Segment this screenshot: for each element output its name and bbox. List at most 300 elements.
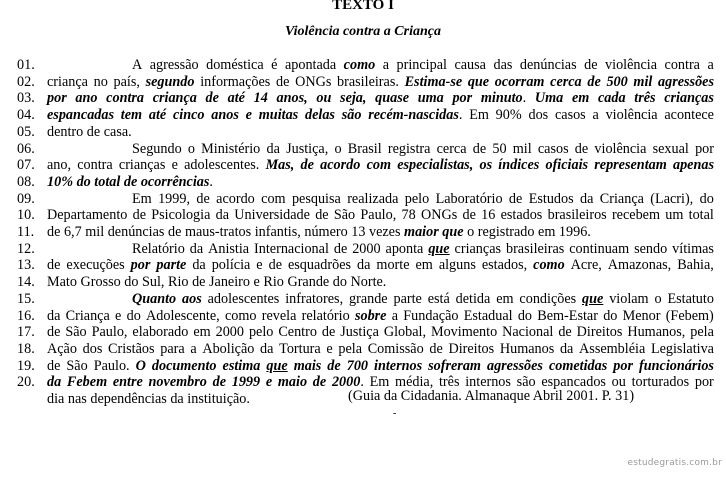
plain-text: e bbox=[115, 307, 122, 324]
word bbox=[502, 324, 553, 341]
word bbox=[193, 324, 210, 341]
word bbox=[294, 358, 322, 375]
word bbox=[206, 57, 264, 74]
plain-text: de bbox=[462, 207, 476, 224]
plain-text: Movimento bbox=[430, 324, 498, 341]
plain-text: do bbox=[603, 307, 618, 324]
emphasis-text: da bbox=[47, 374, 62, 391]
emphasis-text: especialistas, bbox=[397, 157, 474, 174]
text-title: TEXTO I bbox=[332, 0, 394, 13]
emphasis-text: como bbox=[343, 57, 376, 73]
text-line bbox=[47, 291, 714, 308]
plain-text: registra bbox=[387, 140, 431, 157]
emphasis-text: minuto bbox=[480, 90, 523, 107]
emphasis-text: 500 bbox=[606, 73, 628, 90]
word bbox=[606, 74, 627, 91]
plain-text: do bbox=[699, 190, 714, 207]
word bbox=[344, 57, 376, 74]
plain-text: sendo bbox=[634, 240, 668, 257]
word bbox=[347, 358, 368, 375]
line-number: 06. bbox=[17, 140, 35, 157]
word bbox=[464, 308, 513, 325]
plain-text: informações bbox=[200, 73, 271, 90]
word bbox=[246, 107, 252, 124]
word bbox=[506, 241, 564, 258]
plain-text: dos bbox=[82, 340, 103, 357]
text-line bbox=[47, 308, 714, 325]
emphasis-text: índices bbox=[498, 157, 540, 174]
plain-text: pelo bbox=[404, 190, 430, 207]
word bbox=[316, 90, 331, 107]
word bbox=[513, 141, 532, 158]
plain-text: o bbox=[654, 290, 662, 307]
emphasis-text: por bbox=[130, 257, 151, 274]
text-line bbox=[47, 324, 714, 341]
word bbox=[216, 191, 255, 208]
plain-text: de bbox=[47, 324, 61, 341]
word bbox=[634, 241, 667, 258]
word bbox=[462, 207, 475, 224]
word bbox=[579, 341, 645, 358]
word bbox=[326, 341, 332, 358]
word bbox=[279, 341, 321, 358]
line-number: 04. bbox=[17, 107, 35, 124]
word bbox=[146, 308, 220, 325]
word bbox=[66, 308, 110, 325]
plain-text: Bahia, bbox=[677, 257, 714, 274]
emphasis-text: agressões bbox=[658, 73, 714, 90]
word bbox=[47, 157, 71, 174]
plain-text: pelo bbox=[248, 324, 274, 341]
plain-text: a bbox=[592, 107, 599, 124]
line-number: 08. bbox=[17, 173, 35, 190]
word bbox=[455, 241, 501, 258]
plain-text: violência bbox=[594, 140, 647, 157]
word bbox=[664, 107, 714, 124]
word bbox=[397, 57, 447, 74]
word bbox=[550, 74, 582, 91]
plain-text: e bbox=[171, 157, 178, 174]
plain-text: 50 bbox=[492, 140, 507, 157]
plain-text: 13 bbox=[351, 224, 366, 240]
word bbox=[535, 90, 563, 107]
word bbox=[337, 74, 399, 91]
word bbox=[456, 291, 491, 308]
plain-text: Paulo. bbox=[93, 357, 130, 374]
word bbox=[695, 141, 714, 158]
emphasis-text: representam bbox=[594, 157, 667, 174]
footer-mark: - bbox=[393, 408, 397, 419]
word bbox=[192, 274, 209, 291]
emphasis-text: O bbox=[135, 357, 146, 374]
word bbox=[305, 107, 335, 124]
word bbox=[473, 141, 486, 158]
word bbox=[592, 107, 598, 124]
plain-text: Estudos bbox=[528, 190, 574, 207]
plain-text: de bbox=[508, 190, 523, 207]
word bbox=[47, 224, 64, 241]
word bbox=[187, 391, 250, 408]
plain-text: . bbox=[360, 374, 364, 391]
emphasis-text: parte bbox=[156, 257, 187, 274]
plain-text: Segundo bbox=[132, 140, 182, 157]
word bbox=[212, 257, 251, 274]
word bbox=[142, 274, 168, 291]
word bbox=[402, 207, 416, 224]
plain-text: de bbox=[132, 207, 147, 224]
emphasis-text: estima bbox=[222, 357, 261, 374]
word bbox=[452, 90, 472, 107]
plain-text: ou bbox=[611, 374, 626, 391]
plain-text: apontada bbox=[284, 57, 337, 73]
plain-text: crianças bbox=[118, 157, 166, 174]
plain-text: da bbox=[580, 190, 594, 207]
plain-text: Criança bbox=[599, 190, 644, 207]
word bbox=[569, 241, 629, 258]
word bbox=[528, 107, 548, 124]
word bbox=[429, 341, 442, 358]
emphasis-text: Mas, bbox=[265, 157, 295, 174]
word bbox=[600, 191, 644, 208]
word bbox=[90, 391, 170, 408]
plain-text: e bbox=[256, 257, 263, 274]
line-number: 02. bbox=[17, 73, 35, 90]
text-line bbox=[47, 90, 714, 107]
word bbox=[94, 174, 124, 191]
plain-text: Amazonas, bbox=[607, 257, 672, 274]
plain-text: instituição. bbox=[187, 391, 250, 407]
emphasis-text: que bbox=[428, 240, 450, 257]
word bbox=[415, 257, 432, 274]
line-number: 01. bbox=[17, 57, 35, 73]
word bbox=[334, 241, 347, 258]
plain-text: Nacional bbox=[502, 324, 554, 341]
word bbox=[108, 341, 155, 358]
word bbox=[287, 274, 332, 291]
word bbox=[334, 141, 341, 158]
plain-text: doméstica bbox=[206, 57, 264, 73]
plain-text: de bbox=[276, 73, 290, 90]
word bbox=[392, 308, 398, 325]
word bbox=[677, 257, 714, 274]
word bbox=[322, 324, 335, 341]
plain-text: da bbox=[189, 240, 204, 257]
plain-text: polícia bbox=[211, 257, 251, 274]
plain-text: parte bbox=[393, 290, 422, 307]
plain-text: . bbox=[522, 90, 527, 107]
emphasis-text: que bbox=[442, 224, 464, 240]
emphasis-text: até bbox=[148, 107, 167, 124]
plain-text: pela bbox=[338, 340, 363, 357]
emphasis-text: 14 bbox=[253, 90, 268, 107]
text-line bbox=[47, 207, 714, 224]
word bbox=[428, 241, 449, 258]
word bbox=[492, 141, 506, 158]
word bbox=[582, 291, 603, 308]
word bbox=[81, 274, 125, 291]
plain-text: dia bbox=[47, 391, 65, 407]
emphasis-text: de bbox=[300, 157, 314, 174]
word bbox=[47, 274, 81, 291]
plain-text: criança bbox=[47, 73, 88, 90]
word bbox=[132, 141, 182, 158]
plain-text: 78 bbox=[401, 207, 416, 224]
word bbox=[580, 191, 593, 208]
word bbox=[132, 191, 152, 208]
word bbox=[266, 141, 279, 158]
word bbox=[482, 257, 527, 274]
plain-text: acordo bbox=[216, 190, 255, 207]
text-line bbox=[47, 157, 714, 174]
word bbox=[206, 90, 219, 107]
plain-text: do bbox=[126, 307, 141, 324]
word bbox=[156, 257, 186, 274]
word bbox=[405, 74, 463, 91]
emphasis-text: que bbox=[467, 73, 490, 90]
plain-text: dentro bbox=[47, 123, 84, 140]
plain-text: brasileiros bbox=[547, 207, 607, 224]
plain-text: denúncias bbox=[519, 57, 577, 73]
word bbox=[639, 358, 714, 375]
emphasis-text: total bbox=[94, 173, 121, 190]
plain-text: Ministério bbox=[201, 140, 261, 157]
plain-text: causa bbox=[454, 57, 486, 73]
word bbox=[47, 90, 67, 107]
plain-text: pesquisa bbox=[291, 190, 341, 207]
word bbox=[481, 90, 526, 107]
word bbox=[367, 157, 391, 174]
word bbox=[342, 107, 362, 124]
word bbox=[149, 107, 166, 124]
plain-text: Janeiro bbox=[209, 274, 250, 291]
emphasis-text: cometidas bbox=[548, 357, 608, 374]
plain-text: Rio bbox=[263, 274, 284, 291]
word bbox=[555, 107, 586, 124]
emphasis-text: maio bbox=[277, 374, 308, 391]
word bbox=[150, 57, 199, 74]
emphasis-text: 10% bbox=[47, 173, 74, 190]
plain-text: vezes bbox=[368, 224, 401, 240]
word bbox=[77, 157, 112, 174]
emphasis-text: e bbox=[245, 107, 252, 124]
word bbox=[690, 324, 714, 341]
plain-text: . bbox=[458, 107, 463, 124]
word bbox=[428, 358, 481, 375]
plain-text: a bbox=[707, 57, 714, 73]
word bbox=[388, 141, 431, 158]
word bbox=[254, 90, 268, 107]
word bbox=[572, 90, 589, 107]
plain-text: A bbox=[132, 57, 143, 73]
word bbox=[216, 324, 244, 341]
word bbox=[334, 207, 355, 224]
word bbox=[347, 191, 398, 208]
word bbox=[285, 57, 336, 74]
plain-text: Universidade bbox=[234, 207, 310, 224]
text-line bbox=[47, 224, 714, 241]
word bbox=[302, 308, 350, 325]
word bbox=[436, 191, 503, 208]
plain-text: em bbox=[496, 290, 514, 307]
emphasis-text: 700 bbox=[346, 357, 368, 374]
plain-text: Laboratório bbox=[435, 190, 503, 207]
plain-text: adolescentes. bbox=[184, 157, 260, 174]
plain-text: Tortura bbox=[279, 340, 321, 357]
line-number: 07. bbox=[17, 157, 35, 174]
word bbox=[208, 241, 249, 258]
plain-text: da bbox=[47, 307, 61, 324]
plain-text: Menor bbox=[622, 307, 661, 324]
word bbox=[277, 90, 308, 107]
plain-text: Anistia bbox=[208, 240, 250, 257]
emphasis-text: Estima-se bbox=[404, 73, 463, 90]
emphasis-text: de bbox=[312, 374, 327, 391]
plain-text: acontece bbox=[664, 107, 714, 124]
plain-text: Direitos bbox=[448, 340, 495, 357]
word bbox=[77, 174, 95, 191]
word bbox=[559, 224, 591, 241]
emphasis-text: uma bbox=[417, 90, 444, 107]
plain-text: esquadrões bbox=[287, 257, 352, 274]
word bbox=[153, 90, 197, 107]
plain-text: alguns bbox=[438, 257, 476, 274]
line-number: 14. bbox=[17, 274, 35, 291]
word bbox=[360, 207, 396, 224]
plain-text: Em bbox=[469, 107, 489, 124]
plain-text: contra bbox=[77, 157, 113, 174]
word bbox=[496, 107, 522, 124]
word bbox=[594, 157, 667, 174]
plain-text: Sul, bbox=[141, 274, 165, 291]
word bbox=[560, 341, 573, 358]
plain-text: da bbox=[215, 207, 230, 224]
text-line bbox=[47, 257, 714, 274]
word bbox=[47, 124, 87, 141]
plain-text: vítimas bbox=[672, 240, 714, 257]
line-number: 13. bbox=[17, 257, 35, 274]
word bbox=[529, 191, 574, 208]
word bbox=[658, 74, 714, 91]
word bbox=[333, 274, 351, 291]
word bbox=[47, 374, 61, 391]
emphasis-text: Quanto bbox=[132, 290, 177, 307]
word bbox=[340, 324, 379, 341]
plain-text: de bbox=[196, 190, 210, 207]
word bbox=[667, 291, 714, 308]
emphasis-text: sobre bbox=[354, 307, 387, 324]
word bbox=[83, 341, 103, 358]
word bbox=[623, 308, 661, 325]
plain-text: mil bbox=[512, 140, 532, 157]
word bbox=[487, 358, 543, 375]
plain-text: de bbox=[574, 140, 589, 157]
emphasis-text: são bbox=[341, 107, 362, 124]
word bbox=[216, 207, 229, 224]
word bbox=[428, 291, 450, 308]
word bbox=[357, 257, 370, 274]
word bbox=[47, 107, 114, 124]
plain-text: o bbox=[187, 140, 195, 157]
plain-text: adolescentes bbox=[207, 290, 280, 307]
word bbox=[67, 374, 107, 391]
word bbox=[286, 141, 328, 158]
word bbox=[192, 257, 205, 274]
plain-text: Departamento bbox=[47, 207, 128, 224]
plain-text: média, bbox=[395, 374, 434, 391]
plain-text: está bbox=[427, 290, 450, 307]
plain-text: de bbox=[86, 123, 101, 140]
emphasis-text: mil bbox=[633, 73, 653, 90]
emphasis-text: novembro bbox=[148, 374, 207, 391]
word bbox=[202, 341, 254, 358]
plain-text: da bbox=[170, 391, 184, 407]
word bbox=[68, 391, 90, 408]
emphasis-text: delas bbox=[304, 107, 335, 124]
plain-text: pela bbox=[690, 324, 714, 341]
emphasis-text: quase bbox=[375, 90, 410, 107]
word bbox=[468, 74, 489, 91]
word bbox=[263, 274, 287, 291]
word bbox=[65, 324, 86, 341]
word bbox=[558, 324, 571, 341]
plain-text: Em bbox=[369, 374, 390, 391]
word bbox=[47, 174, 77, 191]
word bbox=[285, 291, 343, 308]
text-line bbox=[47, 107, 714, 124]
word bbox=[276, 74, 289, 91]
emphasis-text: de bbox=[123, 173, 138, 190]
plain-text: Bem-Estar bbox=[537, 307, 598, 324]
plain-text: Humanos bbox=[499, 340, 555, 357]
emphasis-text: apenas bbox=[672, 157, 714, 174]
word bbox=[320, 157, 360, 174]
plain-text: do bbox=[332, 274, 347, 291]
word bbox=[304, 224, 351, 241]
word bbox=[520, 57, 577, 74]
word bbox=[228, 90, 245, 107]
plain-text: realizada bbox=[347, 190, 399, 207]
plain-text: três bbox=[438, 374, 460, 391]
plain-text: execuções bbox=[66, 257, 125, 274]
word bbox=[47, 341, 77, 358]
word bbox=[608, 257, 671, 274]
plain-text: dependências bbox=[90, 391, 167, 407]
emphasis-text: oficiais bbox=[545, 157, 589, 174]
emphasis-text: criança bbox=[152, 90, 197, 107]
word bbox=[549, 358, 607, 375]
word bbox=[431, 324, 497, 341]
plain-text: da bbox=[260, 340, 274, 357]
emphasis-text: cinco bbox=[172, 107, 205, 124]
word bbox=[383, 57, 389, 74]
line-number: 15. bbox=[17, 290, 35, 307]
plain-text: da bbox=[559, 340, 574, 357]
emphasis-text: ano bbox=[75, 90, 98, 107]
plain-text: 2000 bbox=[215, 324, 244, 341]
plain-text: de bbox=[429, 340, 443, 357]
plain-text: um bbox=[665, 207, 684, 224]
plain-text: de bbox=[47, 357, 61, 374]
text-line bbox=[47, 358, 714, 375]
word bbox=[545, 157, 588, 174]
word bbox=[115, 308, 121, 325]
word bbox=[352, 241, 380, 258]
emphasis-text: do bbox=[76, 173, 91, 190]
word bbox=[348, 141, 382, 158]
word bbox=[665, 207, 683, 224]
word bbox=[66, 358, 87, 375]
word bbox=[146, 74, 195, 91]
